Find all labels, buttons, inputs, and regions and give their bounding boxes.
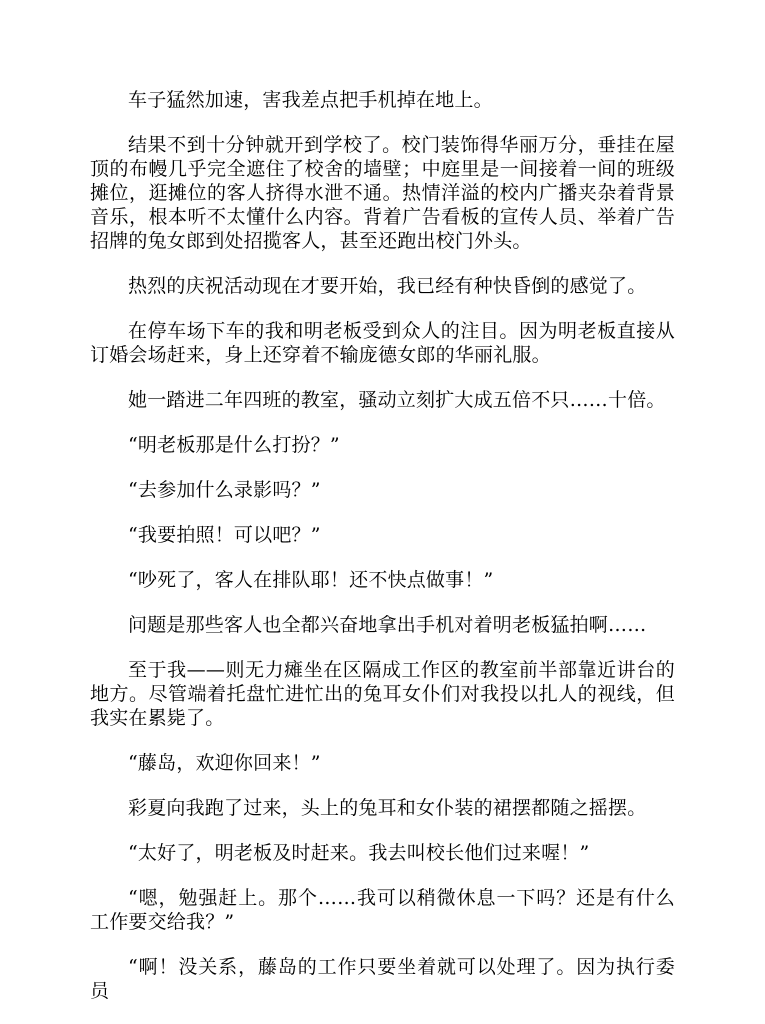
paragraph: “嗯，勉强赶上。那个……我可以稍微休息一下吗？还是有什么工作要交给我？”	[90, 887, 675, 933]
paragraph: 至于我——则无力瘫坐在区隔成工作区的教室前半部靠近讲台的地方。尽管端着托盘忙进忙出的兔耳女仆们对我投以扎人的视线，但我实在累毙了。	[90, 659, 675, 729]
paragraph: 热烈的庆祝活动现在才要开始，我已经有种快昏倒的感觉了。	[128, 275, 647, 297]
paragraph: “我要拍照！可以吧？”	[128, 524, 321, 546]
document-page	[90, 88, 675, 1024]
paragraph: 在停车场下车的我和明老板受到众人的注目。因为明老板直接从订婚会场赶来，身上还穿着不输庞德女郎的华丽礼服。	[90, 320, 675, 366]
paragraph: 问题是那些客人也全都兴奋地拿出手机对着明老板猛拍啊……	[128, 614, 647, 636]
paragraph: 她一踏进二年四班的教室，骚动立刻扩大成五倍不只……十倍。	[128, 389, 666, 411]
paragraph: “藤岛，欢迎你回来！”	[128, 752, 321, 774]
paragraph: “明老板那是什么打扮？”	[128, 434, 340, 456]
paragraph: 结果不到十分钟就开到学校了。校门装饰得华丽万分，垂挂在屋顶的布幔几乎完全遮住了校舍的墙壁；中庭里是一间接着一间的班级摊位，逛摊位的客人挤得水泄不通。热情洋溢的校内广播夹杂着背景音乐，根本听不太懂什么内容。背着广告看板的宣传人员、举着广告招牌的兔女郎到处招揽客人，甚至还跑出校门外头。	[90, 134, 675, 252]
paragraph: “太好了，明老板及时赶来。我去叫校长他们过来喔！”	[128, 842, 590, 864]
paragraph: 彩夏向我跑了过来，头上的兔耳和女仆装的裙摆都随之摇摆。	[128, 797, 647, 819]
paragraph: 车子猛然加速，害我差点把手机掉在地上。	[128, 89, 493, 111]
paragraph: “去参加什么录影吗？”	[128, 479, 321, 501]
paragraph: “吵死了，客人在排队耶！还不快点做事！”	[128, 569, 494, 591]
paragraph: “啊！没关系，藤岛的工作只要坐着就可以处理了。因为执行委员	[90, 956, 675, 1002]
